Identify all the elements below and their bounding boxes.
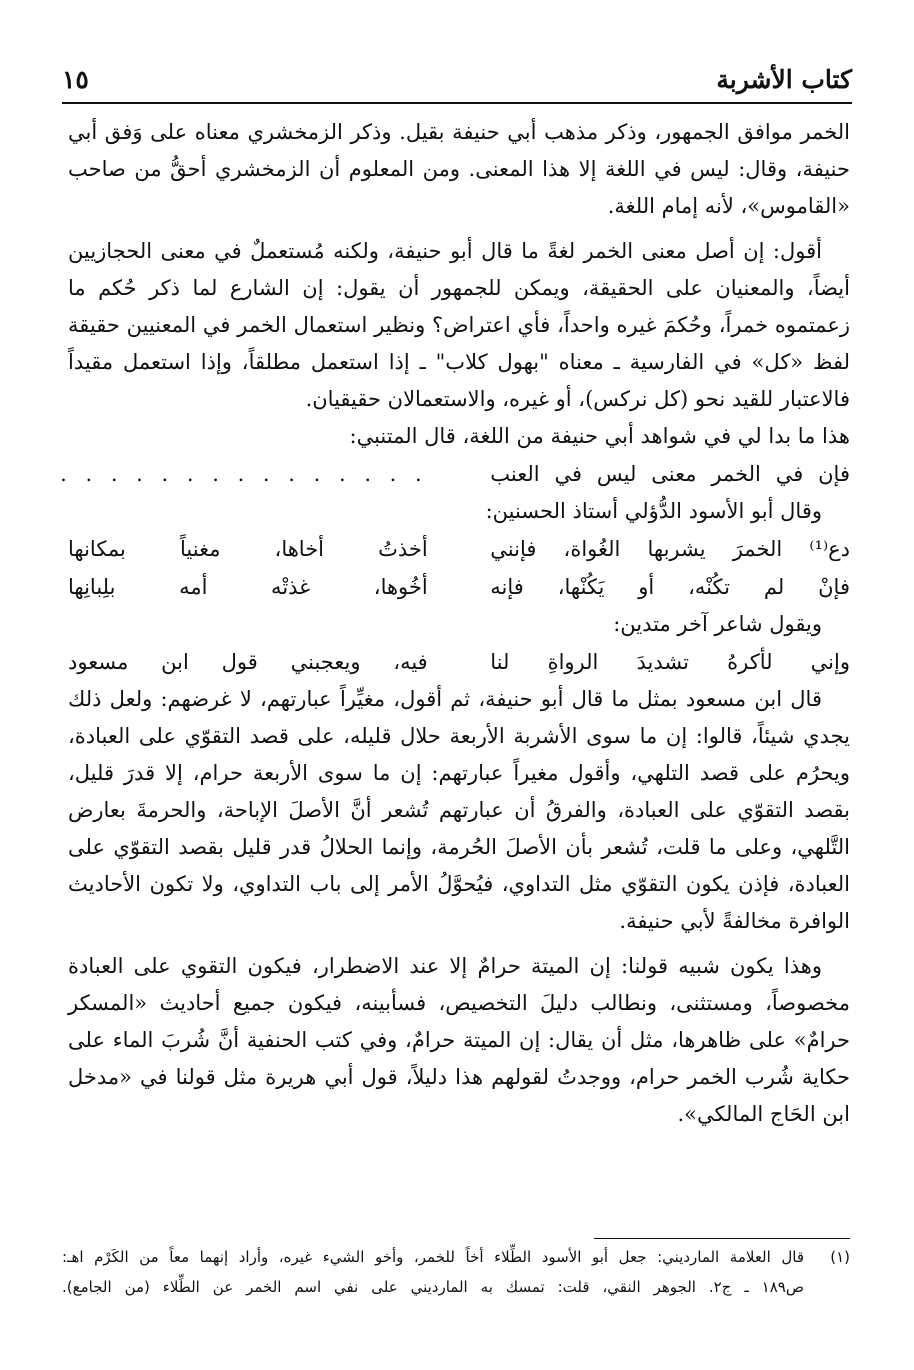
verse-mutanabbi <box>60 455 850 493</box>
footnote-text: قال العلامة المارديني: جعل أبو الأسود الطِّلاء أخاً للخمر، وأخو الشيء غيره، وأراد إنهما معاً من الكَرْم اهـ: <box>62 1248 804 1266</box>
running-head <box>62 54 852 94</box>
paragraph-abul-aswad-intro: وقال أبو الأسود الدُّؤلي أستاذ الحسنين: <box>485 499 822 523</box>
header-rule <box>62 102 852 104</box>
paragraph-maytah: وهذا يكون شبيه قولنا: إن الميتة حرامٌ إلا عند الاضطرار، فيكون التقوي على العبادة مخصوصاً، ومستثنى، ونطالب دليلَ التخصيص، فسأبينه، فيكون جميع أحاديث «المسكر حرامٌ» على ظاهرها، مثل أن يقال: إن الميتة حرامٌ، وفي كتب الحنفية أنَّ شُربَ الماء على حكاية شُرب الخمر حرام، ووجدتُ لقولهم هذا دليلاً، قول أبي هريرة مثل قولنا في «مدخل ابن الحَاج المالكي». <box>68 954 850 1126</box>
verse-poet <box>68 643 850 681</box>
paragraph-mutanabbi-intro: هذا ما بدا لي في شواهد أبي حنيفة من اللغة، قال المتنبي: <box>349 424 850 448</box>
verse-first-hemistich: فإنْ لم تكُنْه، أو يَكُنْها، فإنه <box>490 574 850 599</box>
footnote-line <box>62 1242 850 1272</box>
paragraph-continuation: الخمر موافق الجمهور، وذكر مذهب أبي حنيفة بقيل. وذكر الزمخشري معناه على وَفق أبي حنيفة، وقال: ليس في اللغة إلا هذا المعنى. ومن المعلوم أن الزمخشري أحقُّ من صاحب «القاموس»، لأنه إمام اللغة. <box>68 120 850 218</box>
verse-second-hemistich: أخُوها، غذتْه أمه بلِبانِها <box>68 574 428 599</box>
main-text <box>60 114 850 1133</box>
footnote-line <box>62 1272 850 1302</box>
page-number: ١٥ <box>62 65 89 94</box>
paragraph-aqulu: أقول: إن أصل معنى الخمر لغةً ما قال أبو حنيفة، ولكنه مُستعملٌ في معنى الحجازيين أيضاً، والمعنيان على الحقيقة، ويمكن للجمهور أن يقول: إن الشارع لما ذكر حُكم ما زعمتموه خمراً، وحُكمَ غيره واحداً، فأي اعتراض؟ ونظير استعمال الخمر في المعنيين حقيقة لفظ «كل» في الفارسية ـ معناه "بهول كلاب" ـ إذا استعمل مطلقاً، وإذا استعمل مقيداً فالاعتبار للقيد نحو (كل نركس)، أو غيره، والاستعمالان حقيقيان. <box>68 239 850 411</box>
verse-second-hemistich: . . . . . . . . . . . . . . . <box>60 461 428 486</box>
footnotes <box>62 1242 850 1302</box>
verse-abul-aswad-1 <box>68 530 850 568</box>
book-title: كتاب الأشربة <box>716 65 852 94</box>
footnote-text: ص١٨٩ ـ ج٢. الجوهر النقي، قلت: تمسك به المارديني على نفي اسم الخمر عن الطِّلاء (من الجامع). <box>62 1278 804 1296</box>
verse-first-hemistich: وإني لأكرهُ تشديدَ الرواةِ لنا <box>490 649 850 674</box>
paragraph-ibn-masud: قال ابن مسعود بمثل ما قال أبو حنيفة، ثم أقول، مغيِّراً عبارتهم، لا غرضهم: ولعل ذلك يجدي شيئاً، قالوا: إن ما سوى الأشربة الأربعة حلال قليله، على قصد التقوّي على العبادة، ويحرُم على قصد التلهي، وأقول مغيراً عبارتهم: إن ما سوى الأربعة حرام، إلا قدرَ قليل، بقصد التقوّي على العبادة، والفرقُ أن عبارتهم تُشعر أنَّ الأصلَ الإباحة، والحرمةَ بعارض التَّلهي، وعلى ما قلت، تُشعر بأن الأصلَ الحُرمة، وإنما الحلالُ قدر قليل بقصد التقوّي على العبادة، فإذن يكون التقوّي مثل التداوي، فيُحوَّلُ الأمر إلى باب التداوي، ولا تكون الأحاديث الوافرة مخالفةً لأبي حنيفة. <box>68 687 850 933</box>
verse-second-hemistich: فيه، ويعجبني قول ابن مسعود <box>68 649 428 674</box>
verse-first-hemistich: فإن في الخمر معنى ليس في العنب <box>490 461 850 486</box>
footnote-number: (١) <box>830 1248 850 1266</box>
footnote-rule <box>594 1238 850 1239</box>
verse-second-hemistich: أخذتُ أخاها، مغنياً بمكانها <box>68 536 428 561</box>
paragraph-poet-intro: ويقول شاعر آخر متدين: <box>613 612 822 636</box>
verse-first-hemistich: دع⁽¹⁾ الخمرَ يشربها الغُواة، فإنني <box>490 536 850 561</box>
verse-abul-aswad-2 <box>68 568 850 606</box>
